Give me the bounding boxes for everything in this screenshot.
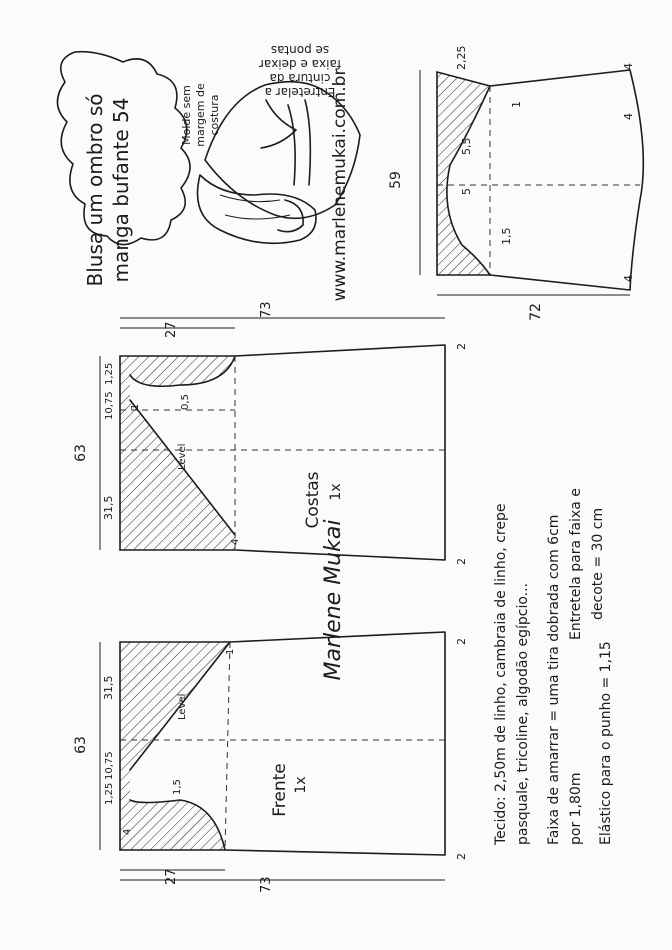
title-line-1: Blusa um ombro só [83,93,107,287]
back-dim-neck-b: 1,25 [104,362,115,385]
note-entretela-3: faixa e deixar [258,57,342,71]
note-molde-2: margem de [194,83,207,147]
back-qty: 1x [328,483,344,501]
sleeve-dim-a: 5,5 [460,137,473,155]
front-pattern [73,632,468,893]
note-molde-1: Molde sem [180,85,193,145]
materials-line-6: decote = 30 cm [590,507,606,620]
back-dim-length: 73 [259,301,274,318]
materials-line-3: Faixa de amarrar = uma tira dobrada com 6cm [546,514,562,845]
back-label: Costas [303,471,323,529]
front-dim-shoulder: 4 [122,828,133,835]
materials-text [493,488,614,846]
sleeve-dim-length: 72 [528,303,544,321]
sleeve-dim-d: 1 [510,101,523,108]
back-bias-label: Level [177,443,188,470]
front-dim-neck-a: 10,75 [104,751,115,780]
front-dim-part: 31,5 [102,675,115,700]
front-dim-neck-b: 1,25 [104,782,115,805]
sleeve-dim-c: 1,5 [500,227,513,245]
back-dim-part: 31,5 [102,495,115,520]
back-dim-side: 4 [230,538,241,545]
front-dim-curve: 1,5 [172,779,183,795]
back-dim-hem-b: 2 [455,558,468,565]
signature-group [321,520,346,681]
back-dim-shoulder: 1 [130,403,141,410]
note-molde-3: costura [208,94,221,136]
title-line-2: manga bufante 54 [109,97,133,283]
note-entretela-1: Entretelar a [264,85,336,99]
front-label: Frente [270,763,290,817]
sleeve-dim-cap: 2,25 [455,45,468,70]
front-dim-total-width: 63 [73,736,89,754]
sleeve-pattern [388,46,643,321]
front-qty: 1x [293,776,309,794]
sleeve-dim-b: 5 [460,188,473,195]
materials-line-1: Tecido: 2,50m de linho, cambraia de linho, crepe [493,503,509,845]
materials-line-2: pasquale, tricoline, algodão egípcio... [515,582,531,845]
sleeve-dim-e: 4 [622,113,635,120]
sleeve-dim-f: 4 [622,63,635,70]
materials-line-7: Elástico para o punho = 1,15 [598,641,614,845]
sleeve-dim-width: 59 [388,171,404,189]
front-bias-label: Level [177,693,188,720]
note-entretela-2: cintura da [269,71,331,85]
materials-line-5: Entretela para faixa e [568,488,584,640]
front-dim-hem-b: 2 [455,853,468,860]
sleeve-dim-g: 4 [622,275,635,282]
website-url: www.marlenemukai.com.br [330,68,350,302]
back-dim-hem-a: 2 [455,343,468,350]
back-dim-neck-a: 10,75 [104,391,115,420]
front-dim-armhole: 27 [164,868,179,885]
back-pattern [73,301,468,565]
back-dim-curve: 0,5 [180,394,191,410]
back-dim-armhole: 27 [164,321,179,338]
front-dim-length: 73 [259,876,274,893]
front-dim-drop: 1 [225,648,236,655]
front-dim-hem-a: 2 [455,638,468,645]
signature: Marlene Mukai [321,519,346,681]
note-entretela [259,43,341,99]
back-dim-total-width: 63 [73,444,89,462]
title-cloud [57,52,190,287]
materials-line-4: por 1,80m [568,772,584,845]
note-entretela-4: se pontas [270,43,330,57]
